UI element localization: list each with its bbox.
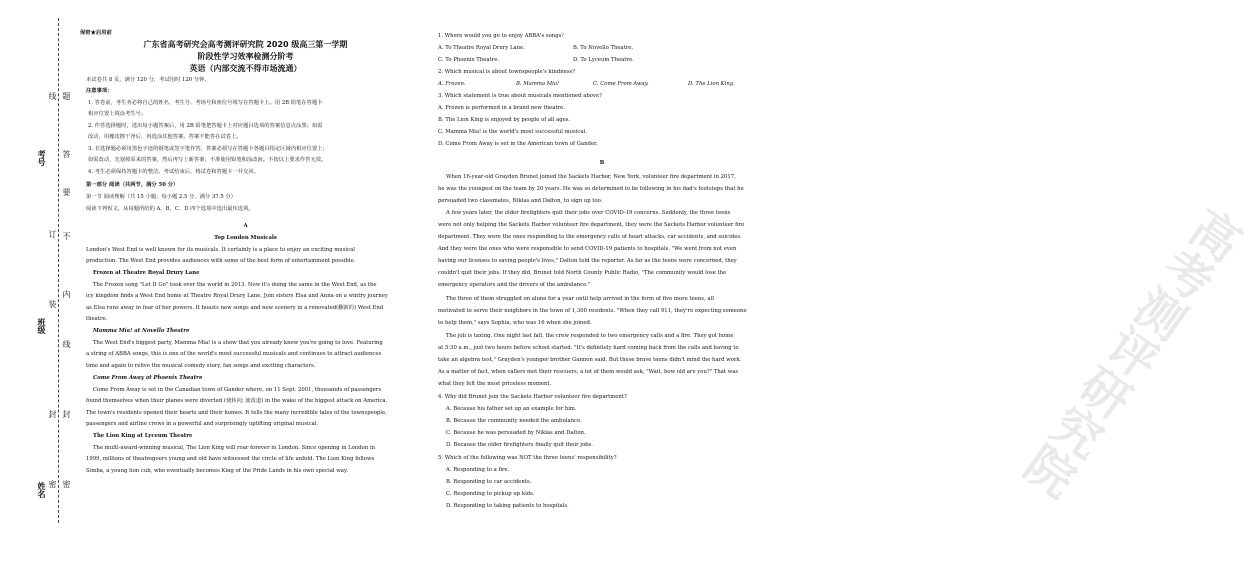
item-3-line-4: passengers and airline crews in a powerful and surprisingly uplifting original musical. [86,421,319,427]
q2-option-a: A. Frozen. [438,81,466,87]
line-word-3: 装 [48,300,57,308]
passage-b-letter: B [599,160,605,166]
q5-option-a: A. Responding to a fire. [446,467,510,473]
b-p2-line-1: A few years later, the older firefighters quit their jobs over COVID-19 concerns. Suddenly, the three teens [446,210,731,216]
b-p4-line-5: what they felt the most priceless moment. [438,381,552,387]
b-p1-line-3: persuaded two classmates, Niklas and Dalton, to sign up too. [438,198,603,204]
exam-meta: 本试卷共 8 页，满分 120 分，考试用时 120 分钟。 [86,77,210,83]
q1-option-d: D. To Lyceum Theatre. [573,57,634,63]
item-2-heading: Mamma Mia! at Novello Theatre [93,328,190,334]
b-p4-line-3: take an algebra test," Grayden's younger brother Gannon said. But these brave teens didn't mind the hard work. [438,357,742,363]
question-4-stem: 4. Why did Brunet join the Sackets Harbor volunteer fire department? [438,394,627,400]
q2-option-b: B. Mamma Mia! [516,81,560,87]
note-line-1: 1. 答卷前，考生务必将自己的姓名、考生号、考场号和座位号填写在答题卡上。用 2B 铅笔在答题卡 [88,100,323,106]
b-p3-line-2: motivated to serve their neighbors in the town of 1,300 residents. "When they call 911, they're expecting someone [438,308,747,314]
item-1-line-3: as Elsa runs away in fear of her powers. It boasts new songs and new scenery in a renovated(翻新的) West End [86,305,384,311]
item-1-line-4: theatre. [86,316,108,322]
passage-a-intro-2: production. The West End provides audiences with some of the best form of entertainment possible. [86,258,356,264]
passage-a-intro-1: London's West End is well known for its musicals. It certainly is a place to enjoy an exciting musical [86,247,355,253]
notes-heading: 注意事项： [86,88,113,94]
notice-word-4: 不 [62,232,71,240]
watermark: 高考测评研究院 [1010,196,1250,504]
note-line-7: 4. 考生必须保持答题卡的整洁。考试结束后，将试卷和答题卡一并交回。 [88,169,259,175]
binding-strip [0,0,70,539]
notice-word-7: 封 [62,410,71,418]
note-line-2: 相应位置上填涂考生号。 [88,111,147,117]
q2-option-d: D. The Lion King. [688,81,735,87]
note-line-6: 如需改动，先划掉原来的答案，然后再写上新答案；不准使用铅笔和涂改液。不按以上要求作答无效。 [88,157,327,163]
item-3-line-1: Come From Away is set in the Canadian town of Gander where, on 11 Sept. 2001, thousands of passengers [93,387,382,393]
b-p2-line-2: were not only helping the Sackets Harbor volunteer fire department, they were the Sackets Harbor volunteer fire [438,222,745,228]
q1-option-b: B. To Novello Theatre. [573,45,634,51]
item-1-line-2: icy kingdom finds a West End home at Theatre Royal Drury Lane. Join sisters Elsa and Anna on a wintry journey [86,293,388,299]
item-4-line-1: The multi-award-winning musical, The Lion King will roar forever in London. Since opening in London in [93,445,376,451]
binding-label-examno: 考号 [37,150,47,166]
b-p2-line-5: having our licenses to saving people's lives," Dalton told the reporter. As far as the teens were concerned, they [438,258,737,264]
item-3-line-2: found themselves when their planes were diverted (使转向; 使改道) in the wake of the biggest attack on America. [86,398,388,404]
b-p3-line-3: to help them," says Sophia, who was 16 when she joined. [438,320,592,326]
item-2-line-2: a string of ABBA songs, this is one of the world's most successful musicals and continues to attract audiences [86,351,382,357]
q3-option-c: C. Mamma Mia! is the world's most successful musical. [438,129,587,135]
q3-option-d: D. Come From Away is set in the American town of Gander. [438,141,598,147]
notice-word-8: 密 [62,480,71,488]
confidential-mark: 保密★启用前 [80,30,112,36]
q4-option-b: B. Because the community needed the ambulance. [446,418,582,424]
notice-word-5: 内 [62,290,71,298]
note-line-3: 2. 作答选择题时，选出每小题答案后，用 2B 铅笔把答题卡上对应题目选项的答案信息点涂黑；如需 [88,123,323,129]
b-p2-line-4: And they were the ones who were responsible to send COVID-19 patients to hospitals. "We went from not even [438,246,737,252]
b-p4-line-1: The job is taxing. One night last fall, the crew responded to two emergency calls and a fire. They got home [446,333,734,339]
question-1-stem: 1. Where would you go to enjoy ABBA's songs？ [438,33,567,39]
question-3-stem: 3. Which statement is true about musicals mentioned above? [438,93,602,99]
q4-option-a: A. Because his father set up an example for him. [446,406,577,412]
passage-a-title: Top London Musicals [214,235,277,241]
item-2-line-1: The West End's biggest party, Mamma Mia! is a show that you already know you're going to love. Featuring [93,340,383,346]
q5-option-d: D. Responding to taking patients to hospitals. [446,503,569,509]
b-p2-line-3: department. They were the ones responding to the emergency calls of heart attacks, car accidents, and suicides. [438,234,742,240]
b-p1-line-2: he was the youngest on the team by 20 years. He was so determined to be following in his dad's footsteps that he [438,186,744,192]
q1-option-c: C. To Phoenix Theatre. [438,57,500,63]
b-p2-line-7: emergency operators and the drivers of the ambulance." [438,282,591,288]
question-5-stem: 5. Which of the following was NOT the three teens' responsibility? [438,455,617,461]
b-p2-line-6: couldn't quit their jobs. If they did, Brunet told North County Public Radio, "The community would lose the [438,270,727,276]
item-3-heading: Come From Away at Phoenix Theatre [93,375,203,381]
note-line-4: 改动，用橡皮擦干净后，再选涂其他答案。答案不能答在试卷上。 [88,134,242,140]
binding-label-name: 姓名 [37,482,47,498]
exam-title-line2: 阶段性学习效率检测分阶考 [197,52,294,61]
line-word-1: 线 [48,92,57,100]
exam-title-line1: 广东省高考研究会高考测评研究院 2020 级高三第一学期 [143,40,348,49]
line-word-5: 密 [48,480,57,488]
b-p1-line-1: When 16-year-old Grayden Brunet joined the Sackets Harbor, New York, volunteer fire department in 2017, [446,174,736,180]
item-4-heading: The Lion King at Lyceum Theatre [93,433,193,439]
b-p4-line-2: at 5:30 a.m., just two hours before school started. "It's definitely hard coming back from the calls and having to [438,345,739,351]
line-word-4: 封 [48,410,57,418]
notice-word-1: 题 [62,92,71,100]
question-2-stem: 2. Which musical is about townspeople's kindness? [438,69,576,75]
note-line-5: 3. 非选择题必须用黑色字迹的钢笔或签字笔作答，答案必须写在答题卡各题目指定区域内相应位置上； [88,146,328,152]
notice-word-2: 答 [62,150,71,158]
item-4-line-2: 1999, millions of theatregoers young and old have witnessed the circle of life unfold. The Lion King follows [86,456,375,462]
binding-label-class: 班级 [37,318,47,334]
binding-dashed-line [58,18,59,523]
q2-option-c: C. Come From Away. [593,81,649,87]
notice-word-6: 线 [62,340,71,348]
notice-word-3: 要 [62,188,71,196]
item-1-heading: Frozen at Theatre Royal Drury Lane [93,270,200,276]
item-2-line-3: time and again to relive the musical comedy story, fan songs and exciting characters. [86,363,316,369]
section1-heading: 第一节 阅读理解（共 15 小题；每小题 2.5 分，满分 37.5 分） [86,194,236,200]
item-1-line-1: The Frozen song "Let It Go" took over the world in 2013. Now it's doing the same in the West End, as the [93,282,377,288]
q3-option-b: B. The Lion King is enjoyed by people of all ages. [438,117,571,123]
q3-option-a: A. Frozen is performed in a brand new theatre. [438,105,565,111]
line-word-2: 订 [48,230,57,238]
q5-option-c: C. Responding to pickup up kids. [446,491,535,497]
q4-option-c: C. Because he was persuaded by Niklas and Dalton. [446,430,586,436]
b-p4-line-4: As a matter of fact, when callers met their rescuers, a lot of them would ask, "Wait, how old are you?" That was [438,369,739,375]
exam-title-line3: 英语（内部交流不得市场流通） [189,64,302,73]
examno-underline [44,150,45,151]
section1-instructions: 阅读下列短文，从每题所给的 A、B、C、D 四个选项中选出最佳选项。 [86,206,254,212]
q4-option-d: D. Because the older firefighters finally quit their jobs. [446,442,593,448]
q1-option-a: A. To Theatre Royal Drury Lane. [438,45,525,51]
passage-a-letter: A [243,223,248,229]
part1-heading: 第一部分 阅读（共两节，满分 50 分） [86,182,179,188]
item-4-line-3: Simba, a young lion cub, who eventually becomes King of the Pride Lands in his own special way. [86,468,348,474]
q5-option-b: B. Responding to car accidents. [446,479,532,485]
b-p3-line-1: The three of them struggled on alone for a year until help arrived in the form of five more teens, all [446,296,714,302]
item-3-line-3: The town's residents opened their hearts and their homes. It tells the many incredible tales of the townspeople, [86,410,387,416]
